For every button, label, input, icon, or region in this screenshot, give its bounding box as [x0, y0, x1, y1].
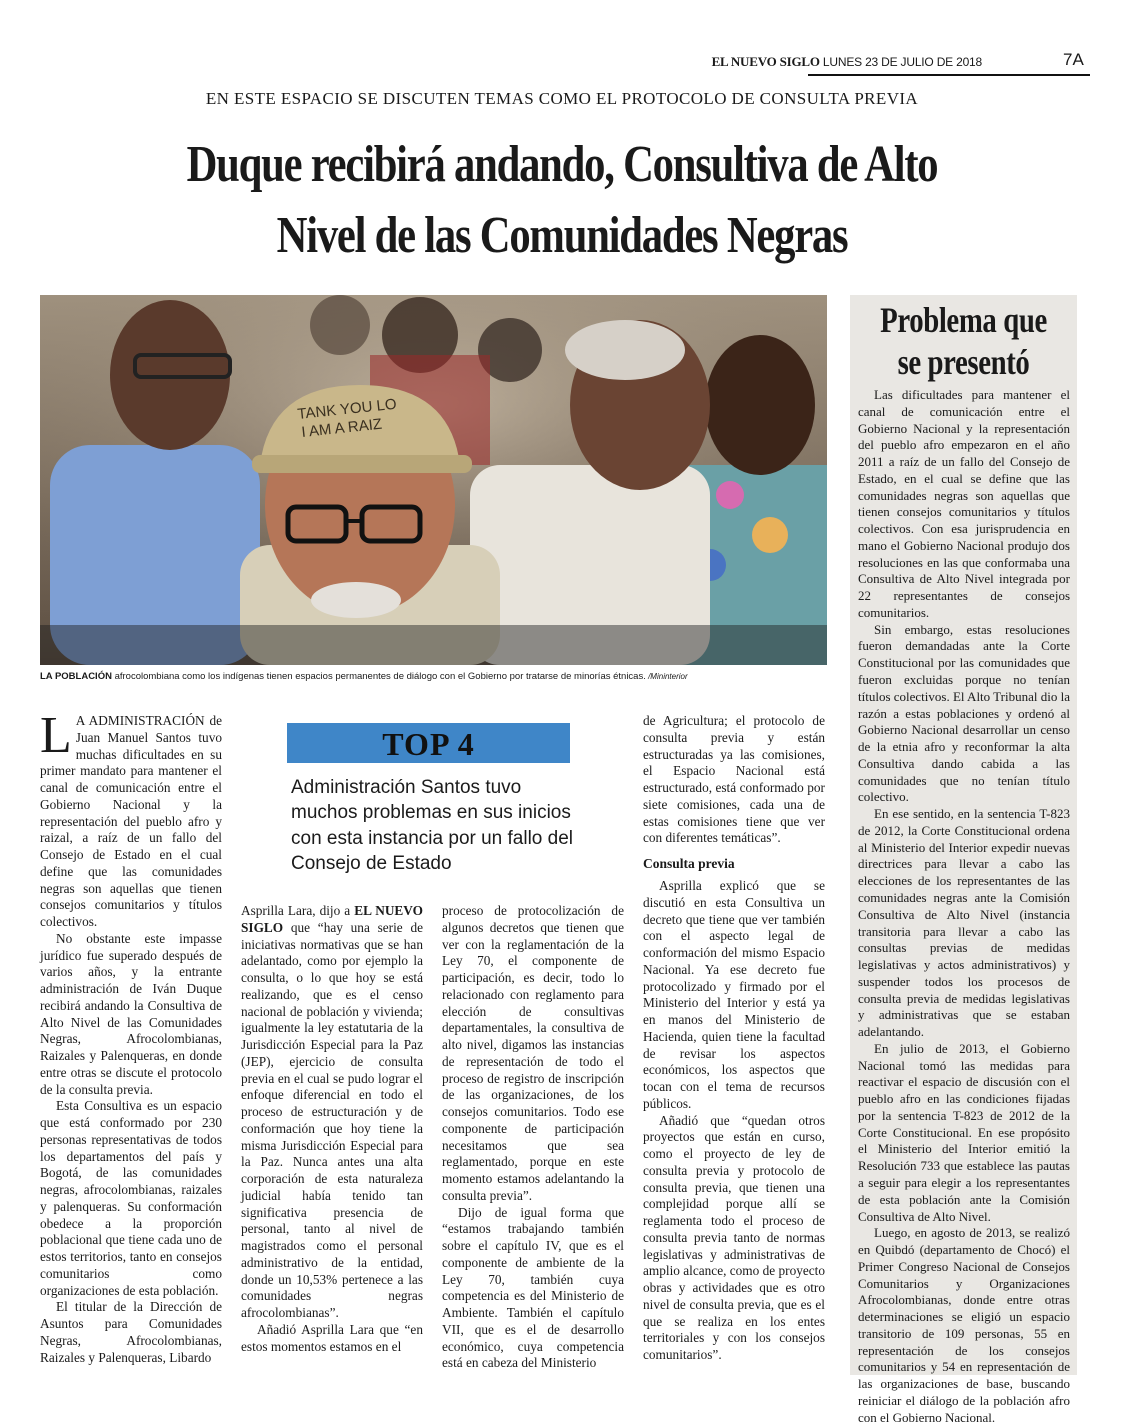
cap-text-line-2: I AM A RAIZ — [300, 415, 383, 441]
headline-line-2: Nivel de las Comunidades Negras — [276, 206, 848, 264]
sidebar-box — [850, 295, 1077, 1425]
article-paragraph: Esta Consultiva es un espacio que está conformado por 230 personas representativas de todos los departamentos del país y Bogotá, de las comunidades negras, afrocolombianas, raizales y palenqueras. Su conformación obedece a la proporción poblacional que tiene cada uno de estos territorios, tanto en consejos comunitarios como organizaciones de esta población. — [40, 1098, 222, 1298]
drop-cap: L — [40, 707, 72, 764]
article-paragraph: Dijo de igual forma que “estamos trabajando también sobre el capítulo IV, que es el componente de ambiente de la Ley 70, también cuya competencia es del Ministerio de Ambiente. También el capítulo VII, que es el de desarrollo económico, cuya competencia está en cabeza del Ministerio — [442, 1204, 624, 1371]
headline-line-1: Duque recibirá andando, Consultiva de Alto — [186, 136, 938, 193]
article-column-2 — [241, 903, 423, 1355]
article-paragraph: proceso de protocolización de algunos decretos que tienen que ver con la reglamentación de la Ley 70, el componente de participación, es decir, todo lo relacionado con reglamento para elección de consultivas departamentales, la consultiva de alto nivel, digamos las instancias de representación de todo el proceso de registro de inscripción de las organizaciones, de los consejos comunitarios. Todo ese componente de participación necesitamos que sea reglamentado, porque en este momento estamos adelantando la consulta previa”. — [442, 903, 624, 1203]
article-paragraph — [241, 903, 423, 1322]
header-rule — [808, 74, 1090, 76]
publication-name: EL NUEVO SIGLO — [711, 54, 820, 69]
article-paragraph — [40, 707, 222, 931]
headline — [126, 130, 998, 271]
article-paragraph: No obstante este impasse jurídico fue superado después de varios años, y la entrante administración de Iván Duque recibirá andando la Consultiva de Alto Nivel de las Comunidades Negras, Afrocolombianas, Raizales y Palenqueras, en donde entre otras se discute el protocolo de la consulta previa. — [40, 930, 222, 1097]
kicker: EN ESTE ESPACIO SE DISCUTEN TEMAS COMO EL PROTOCOLO DE CONSULTA PREVIA — [205, 89, 919, 108]
caption-credit: /Mininterior — [645, 672, 688, 681]
photo-caption — [40, 671, 830, 682]
page-number: 7A — [1063, 50, 1084, 69]
publication-mention: EL NUEVO SIGLO — [241, 903, 423, 935]
article-lead-text: A ADMINISTRACIÓN de Juan Manuel Santos tuvo muchas dificultades en su primer mandato para mantener el canal de comunicación entre el Gobierno Nacional y la representación del pueblo afro y raizal, a raíz de un fallo del Consejo de Estado en el cual define que las comunidades negras son aquellas que tienen consejos comunitarios y títulos colectivos. — [40, 713, 222, 929]
sidebar-paragraph: En ese sentido, en la sentencia T-823 de 2012, la Corte Constitucional ordena al Ministerio del Interior expedir nuevas directrices para llevar a cabo las elecciones de los representantes de las comunidades negras ante la Comisión Consultiva de Alto Nivel (instancia transitoria para llevar a cabo las consultas previas de medidas legislativas y actos administrativos) y suspender todos los procesos de consulta previa de medidas legislativas y administrativas que se estaban adelantando. — [858, 806, 1070, 1040]
masthead — [0, 50, 1060, 76]
article-text: que “hay una serie de iniciativas normativas que se han adelantado, como por ejemplo la consulta, o lo que hoy se está realizando, que es el censo nacional de población y vivienda; igualmente la ley estatutaria de la Jurisdicción Especial para la Paz (JEP), ejercicio de consulta previa en el cual se pudo lograr el enfoque diferencial en todo el proceso de estructuración y de conformación que hoy tiene la misma Jurisdicción Especial para la Paz. Nunca antes una alta corporación de esta naturaleza judicial había tenido tan significativa presencia de personal, tanto al nivel de magistrados como el personal administrativo de la entidad, donde un 10,53% pertenece a las comunidades negras afrocolombianas”. — [241, 919, 423, 1320]
article-paragraph: Añadió Asprilla Lara que “en estos momentos estamos en el — [241, 1321, 423, 1354]
top4-label: TOP 4 — [382, 726, 475, 762]
article-paragraph: Asprilla explicó que se discutió en esta Consultiva un decreto que tiene que ver también con el aspecto legal de conformación del mismo Espacio Nacional. Ya ese decreto fue protocolizado y firmado por el Ministerio del Interior y está ya en manos del Ministerio de Hacienda, quien tiene la facultad de revisar los aspectos económicos, los aspectos que tocan con el tema de recursos públicos. — [643, 878, 825, 1111]
sidebar-paragraph: Luego, en agosto de 2013, se realizó en Quibdó (departamento de Chocó) el Primer Congreso Nacional de Consejos Comunitarios y Organizaciones Afrocolombianas, donde entre otras determinaciones se eligió un espacio transitorio de 109 personas, 55 en representación de los consejos comunitarios y 54 en representación de las organizaciones de base, buscando reiniciar el diálogo de la población afro con el Gobierno Nacional. — [858, 1225, 1070, 1425]
article-paragraph: El titular de la Dirección de Asuntos para Comunidades Negras, Afrocolombianas, Raizales y Palenqueras, Libardo — [40, 1299, 222, 1365]
sidebar-body — [858, 387, 1070, 1426]
sidebar-paragraph: En julio de 2013, el Gobierno Nacional tomó las medidas para reactivar el espacio de discusión con el pueblo afro en las condiciones fijadas por la sentencia T-823 de 2012 de la Corte Constitucional. En ese propósito el Ministerio del Interior emitió la Resolución 733 que establece las pautas a seguir para elegir a los representantes de esta población ante la Comisión Consultiva de Alto Nivel. — [858, 1040, 1070, 1224]
top4-banner — [287, 723, 570, 763]
sidebar-title — [873, 299, 1055, 383]
caption-lead: LA POBLACIÓN — [40, 671, 112, 682]
publication-date: LUNES 23 DE JULIO DE 2018 — [822, 55, 982, 69]
cap-text-line-1: TANK YOU LO — [296, 395, 398, 423]
article-paragraph: Añadió que “quedan otros proyectos que están en curso, como el proyecto de ley de consulta previa y protocolo de consulta previa, que tienen una complejidad porque allí se reglamenta todo el proceso de consulta previa tanto de normas legislativas y administrativas de amplio alcance, como de proyecto obras y actividades que es otro nivel de consulta previa, que es el que se realiza en los entes territoriales y con los consejos comunitarios”. — [643, 1112, 826, 1362]
masthead-text — [712, 54, 982, 70]
sidebar-paragraph: Las dificultades para mantener el canal de comunicación entre el Gobierno Nacional y la representación del pueblo afro empezaron en el año 2011 a raíz de un fallo del Consejo de Estado, en el cual se define que las comunidades negras son aquellas que tienen consejos comunitarios y títulos colectivos. Con esa jurisprudencia en mano el Gobierno Nacional produjo dos resoluciones en las que conformaba una Consultiva de Alto Nivel integrada por 22 representantes de consejos comunitarios. — [858, 387, 1070, 620]
sidebar-title-line-2: se presentó — [897, 342, 1030, 383]
article-column-1 — [40, 707, 222, 1366]
article-text: Asprilla Lara, dijo a — [241, 903, 355, 918]
article-column-4 — [643, 713, 825, 1364]
article-paragraph: de Agricultura; el protocolo de consulta previa y están estructuradas ya las comisiones, el Espacio Nacional está estructurado, está conformado por siete comisiones, cada una de estas comisiones tiene que ver con diferentes temáticas”. — [643, 713, 825, 846]
article-photo — [40, 295, 827, 665]
article-column-3 — [442, 903, 624, 1372]
photo-illustration — [40, 295, 827, 665]
section-subhead: Consulta previa — [643, 856, 735, 871]
sidebar-title-line-1: Problema que — [880, 300, 1047, 340]
top4-text: Administración Santos tuvo muchos problemas en sus inicios con esta instancia por un fallo del Consejo de Estado — [291, 777, 574, 875]
sidebar-paragraph: Sin embargo, estas resoluciones fueron demandadas ante la Corte Constitucional por las comunidades que fueron excluidas porque no tenían títulos colectivos. El Alto Tribunal dio la razón a estas poblaciones y ordenó al Gobierno Nacional desarrollar un censo de la etnia afro y reconformar la alta Consultiva dando cabida a las comunidades que no tenían título colectivo. — [858, 621, 1070, 805]
caption-text: afrocolombiana como los indígenas tienen espacios permanentes de diálogo con el Gobierno por tratarse de minorías étnicas. — [111, 671, 646, 682]
